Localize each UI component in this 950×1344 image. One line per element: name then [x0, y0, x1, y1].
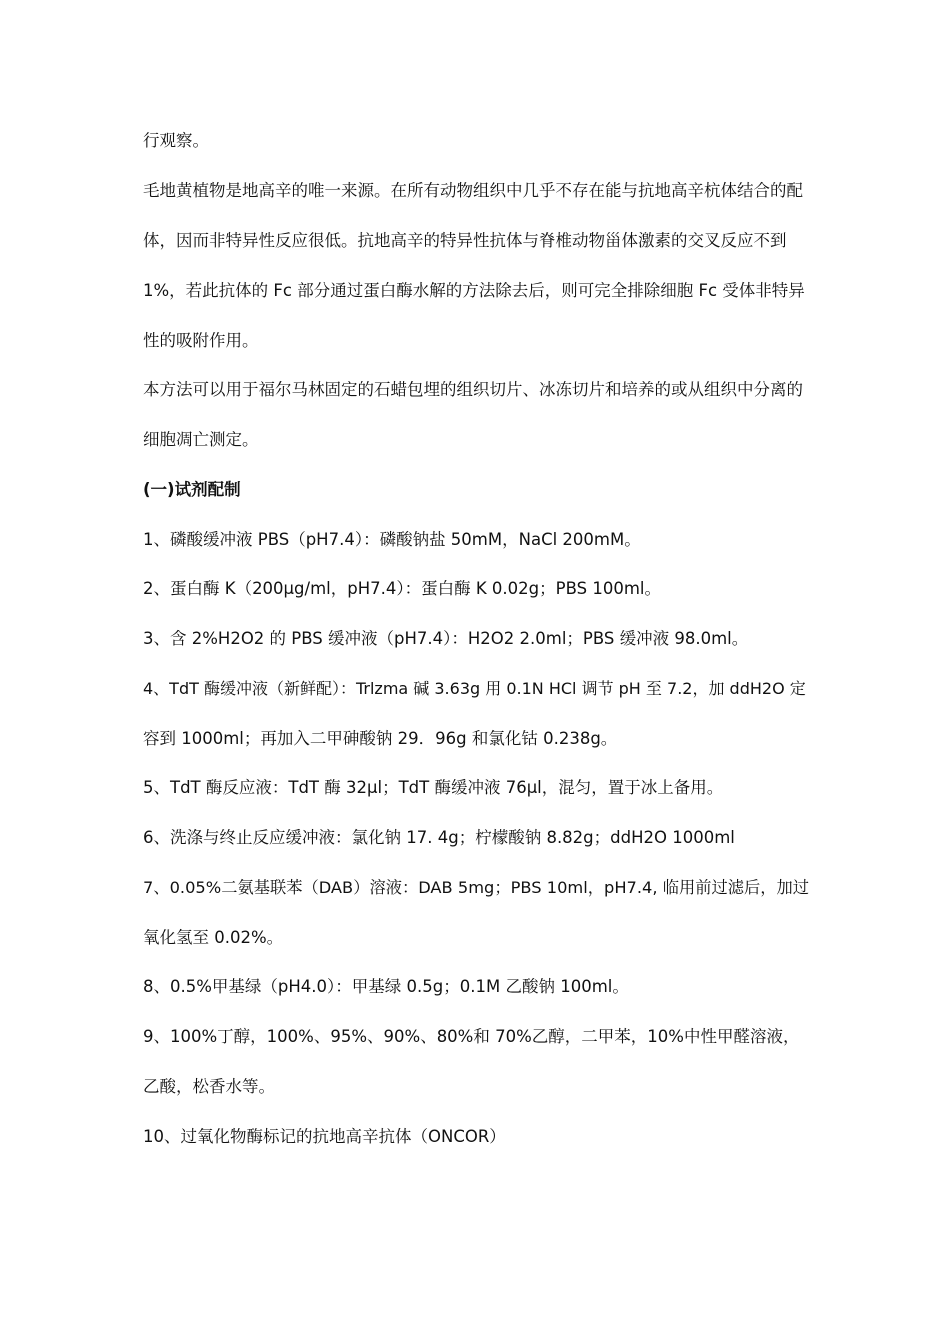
paragraph-line: 体，因而非特异性反应很低。抗地高辛的特异性抗体与脊椎动物甾体激素的交叉反应不到: [143, 231, 787, 250]
list-item-continuation: 氧化氢至 0.02%。: [143, 928, 284, 947]
list-item: 6、洗涤与终止反应缓冲液：氯化钠 17. 4g；柠檬酸钠 8.82g；ddH2O 1000ml: [143, 828, 735, 847]
paragraph-line: 性的吸附作用。: [143, 331, 259, 350]
list-item: 9、100%丁醇，100%、95%、90%、80%和 70%乙醇，二甲苯，10%中性甲醛溶液，: [143, 1027, 800, 1046]
paragraph-line: 行观察。: [143, 131, 209, 150]
list-item: 7、0.05%二氨基联苯（DAB）溶液：DAB 5mg；PBS 10ml，pH7.4, 临用前过滤后，加过: [143, 878, 809, 897]
paragraph-line: 1%，若此抗体的 Fc 部分通过蛋白酶水解的方法除去后，则可完全排除细胞 Fc 受体非特异: [143, 281, 805, 300]
list-item: 8、0.5%甲基绿（pH4.0）：甲基绿 0.5g；0.1M 乙酸钠 100ml。: [143, 977, 629, 996]
list-item: 2、蛋白酶 K（200μg/ml，pH7.4）：蛋白酶 K 0.02g；PBS 100ml。: [143, 579, 661, 598]
paragraph-line: 毛地黄植物是地高辛的唯一来源。在所有动物组织中几乎不存在能与抗地高辛杭体结合的配: [143, 181, 803, 200]
list-item: 4、TdT 酶缓冲液（新鲜配）：Trlzma 碱 3.63g 用 0.1N HCl 调节 pH 至 7.2，加 ddH2O 定: [143, 679, 806, 698]
list-item: 1、磷酸缓冲液 PBS（pH7.4）：磷酸钠盐 50mM，NaCl 200mM。: [143, 530, 641, 549]
section-heading: (一)试剂配制: [143, 480, 241, 499]
list-item-continuation: 乙酸，松香水等。: [143, 1077, 275, 1096]
list-item-continuation: 容到 1000ml；再加入二甲砷酸钠 29．96g 和氯化钴 0.238g。: [143, 729, 618, 748]
paragraph-line: 细胞凋亡测定。: [143, 430, 259, 449]
list-item: 5、TdT 酶反应液：TdT 酶 32μl；TdT 酶缓冲液 76μl，混匀，置于冰上备用。: [143, 778, 724, 797]
list-item: 3、含 2%H2O2 的 PBS 缓冲液（pH7.4）：H2O2 2.0ml；PBS 缓冲液 98.0ml。: [143, 629, 749, 648]
list-item: 10、过氧化物酶标记的抗地高辛抗体（ONCOR）: [143, 1127, 506, 1146]
paragraph-line: 本方法可以用于福尔马林固定的石蜡包埋的组织切片、冰冻切片和培养的或从组织中分离的: [143, 380, 803, 399]
